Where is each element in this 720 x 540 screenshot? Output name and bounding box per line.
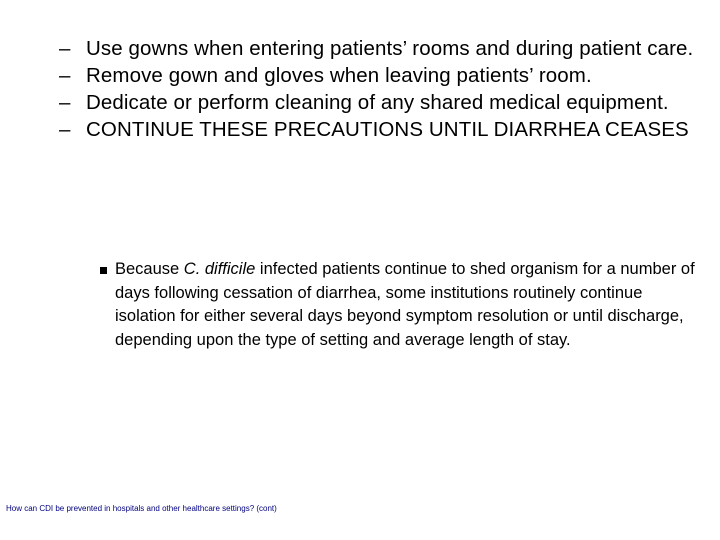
- sub-bullet-list: [100, 258, 700, 352]
- sub-bullet-item: [100, 258, 700, 352]
- dash-bullet-icon: –: [59, 91, 71, 114]
- bullet-item: [59, 89, 699, 116]
- organism-name: C. difficile: [183, 260, 256, 278]
- slide-footer: How can CDI be prevented in hospitals and other healthcare settings? (cont): [6, 504, 277, 513]
- bullet-item: [59, 35, 699, 62]
- dash-bullet-icon: –: [59, 37, 71, 60]
- bullet-list: [59, 35, 699, 143]
- bullet-item: [59, 116, 699, 143]
- bullet-item: [59, 62, 699, 89]
- sub-bullet-text-start: Because: [115, 260, 184, 278]
- bullet-text: Remove gown and gloves when leaving patients’ room.: [86, 64, 592, 87]
- square-bullet-icon: [100, 267, 107, 274]
- bullet-text: Dedicate or perform cleaning of any shared medical equipment.: [86, 91, 669, 114]
- bullet-text: CONTINUE THESE PRECAUTIONS UNTIL DIARRHEA CEASES: [86, 118, 689, 141]
- sub-bullet-text-rest: infected patients continue to shed organism for a number of days following cessation of diarrhea, some institutions routinely continue isolation for either several days beyond symptom resolution or until discharge, depending upon the type of setting and average length of stay.: [115, 260, 695, 349]
- dash-bullet-icon: –: [59, 118, 71, 141]
- dash-bullet-icon: –: [59, 64, 71, 87]
- bullet-text: Use gowns when entering patients’ rooms and during patient care.: [86, 37, 694, 60]
